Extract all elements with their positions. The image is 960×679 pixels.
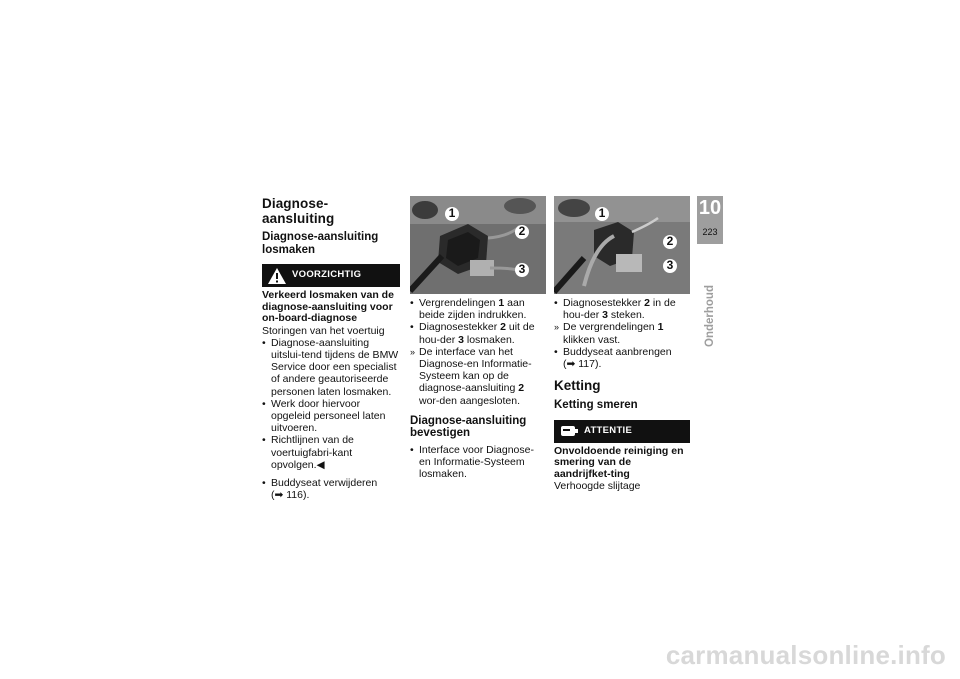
steps-list <box>410 297 546 407</box>
warning-text: Storingen van het voertuig <box>262 324 385 337</box>
list-item: • Buddyseat aanbrengen (➡ 117). <box>554 346 690 370</box>
attention-hand-icon <box>559 421 579 441</box>
list-item: • Werk door hiervoor opgeleid personeel laten uitvoeren. <box>262 398 400 435</box>
photo-label-3: 3 <box>666 258 674 272</box>
arrow-reference-icon: ➡ <box>566 358 576 371</box>
steps-list <box>554 297 690 370</box>
list-item: • Vergrendelingen 1 aan beide zijden indrukken. <box>410 297 546 321</box>
page-number: 223 <box>702 227 718 237</box>
list-item: » De vergrendelingen 1 klikken vast. <box>554 321 690 345</box>
section-label-vertical: Onderhoud <box>704 285 716 347</box>
connector-photo <box>410 196 546 294</box>
bevestigen-list <box>410 444 546 481</box>
warning-triangle-icon <box>267 266 287 286</box>
arrow-reference-icon: ➡ <box>274 489 284 502</box>
list-item: • Interface voor Diagnose- en Informatie-Systeem losmaken. <box>410 444 546 481</box>
warning-heading: Verkeerd losmaken van de diagnose-aansluiting voor on-board-diagnose <box>262 289 394 324</box>
column-photo-1 <box>410 196 546 480</box>
list-item: • Buddyseat verwijderen (➡ 116). <box>262 477 400 501</box>
photo-label-1: 1 <box>598 206 606 220</box>
photo-label-2: 2 <box>518 224 526 238</box>
list-item: • Richtlijnen van de voertuigfabri-kant opvolgen.◀ <box>262 434 400 471</box>
column-diagnose-losmaken <box>262 196 400 501</box>
subtitle-bevestigen: Diagnose-aansluiting bevestigen <box>410 414 527 440</box>
attention-text: Verhoogde slijtage <box>554 480 641 493</box>
section-title-ketting: Ketting <box>554 378 601 394</box>
subtitle-losmaken: Diagnose-aansluiting losmaken <box>262 231 379 256</box>
warning-banner <box>262 264 400 287</box>
attention-heading: Onvoldoende reiniging en smering van de aandrijfket-ting <box>554 444 684 480</box>
column-photo-2 <box>554 196 690 492</box>
subtitle-ketting-smeren: Ketting smeren <box>554 399 638 412</box>
photo-label-3: 3 <box>518 262 526 276</box>
warning-label: VOORZICHTIG <box>292 269 362 281</box>
list-item: • Diagnose-aansluiting uitslui-tend tijdens de BMW Service door een specialist of andere geautoriseerde personen laten losmaken. <box>262 337 400 398</box>
watermark: carmanualsonline.info <box>665 640 946 670</box>
attention-label: ATTENTIE <box>584 425 633 437</box>
photo-label-1: 1 <box>448 206 456 220</box>
attention-banner <box>554 420 690 443</box>
section-title-diagnose: Diagnose-aansluiting <box>262 196 335 226</box>
list-item: • Diagnosestekker 2 in de hou-der 3 steken. <box>554 297 690 321</box>
list-item: » De interface van het Diagnose-en Informatie-Systeem kan op de diagnose-aansluiting 2 wor-den aangesloten. <box>410 346 546 407</box>
list-item: • Diagnosestekker 2 uit de hou-der 3 losmaken. <box>410 321 546 345</box>
end-marker-icon: ◀ <box>316 458 325 471</box>
photo-label-2: 2 <box>666 234 674 248</box>
warning-bullets <box>262 337 400 502</box>
chapter-number: 10 <box>698 197 722 219</box>
